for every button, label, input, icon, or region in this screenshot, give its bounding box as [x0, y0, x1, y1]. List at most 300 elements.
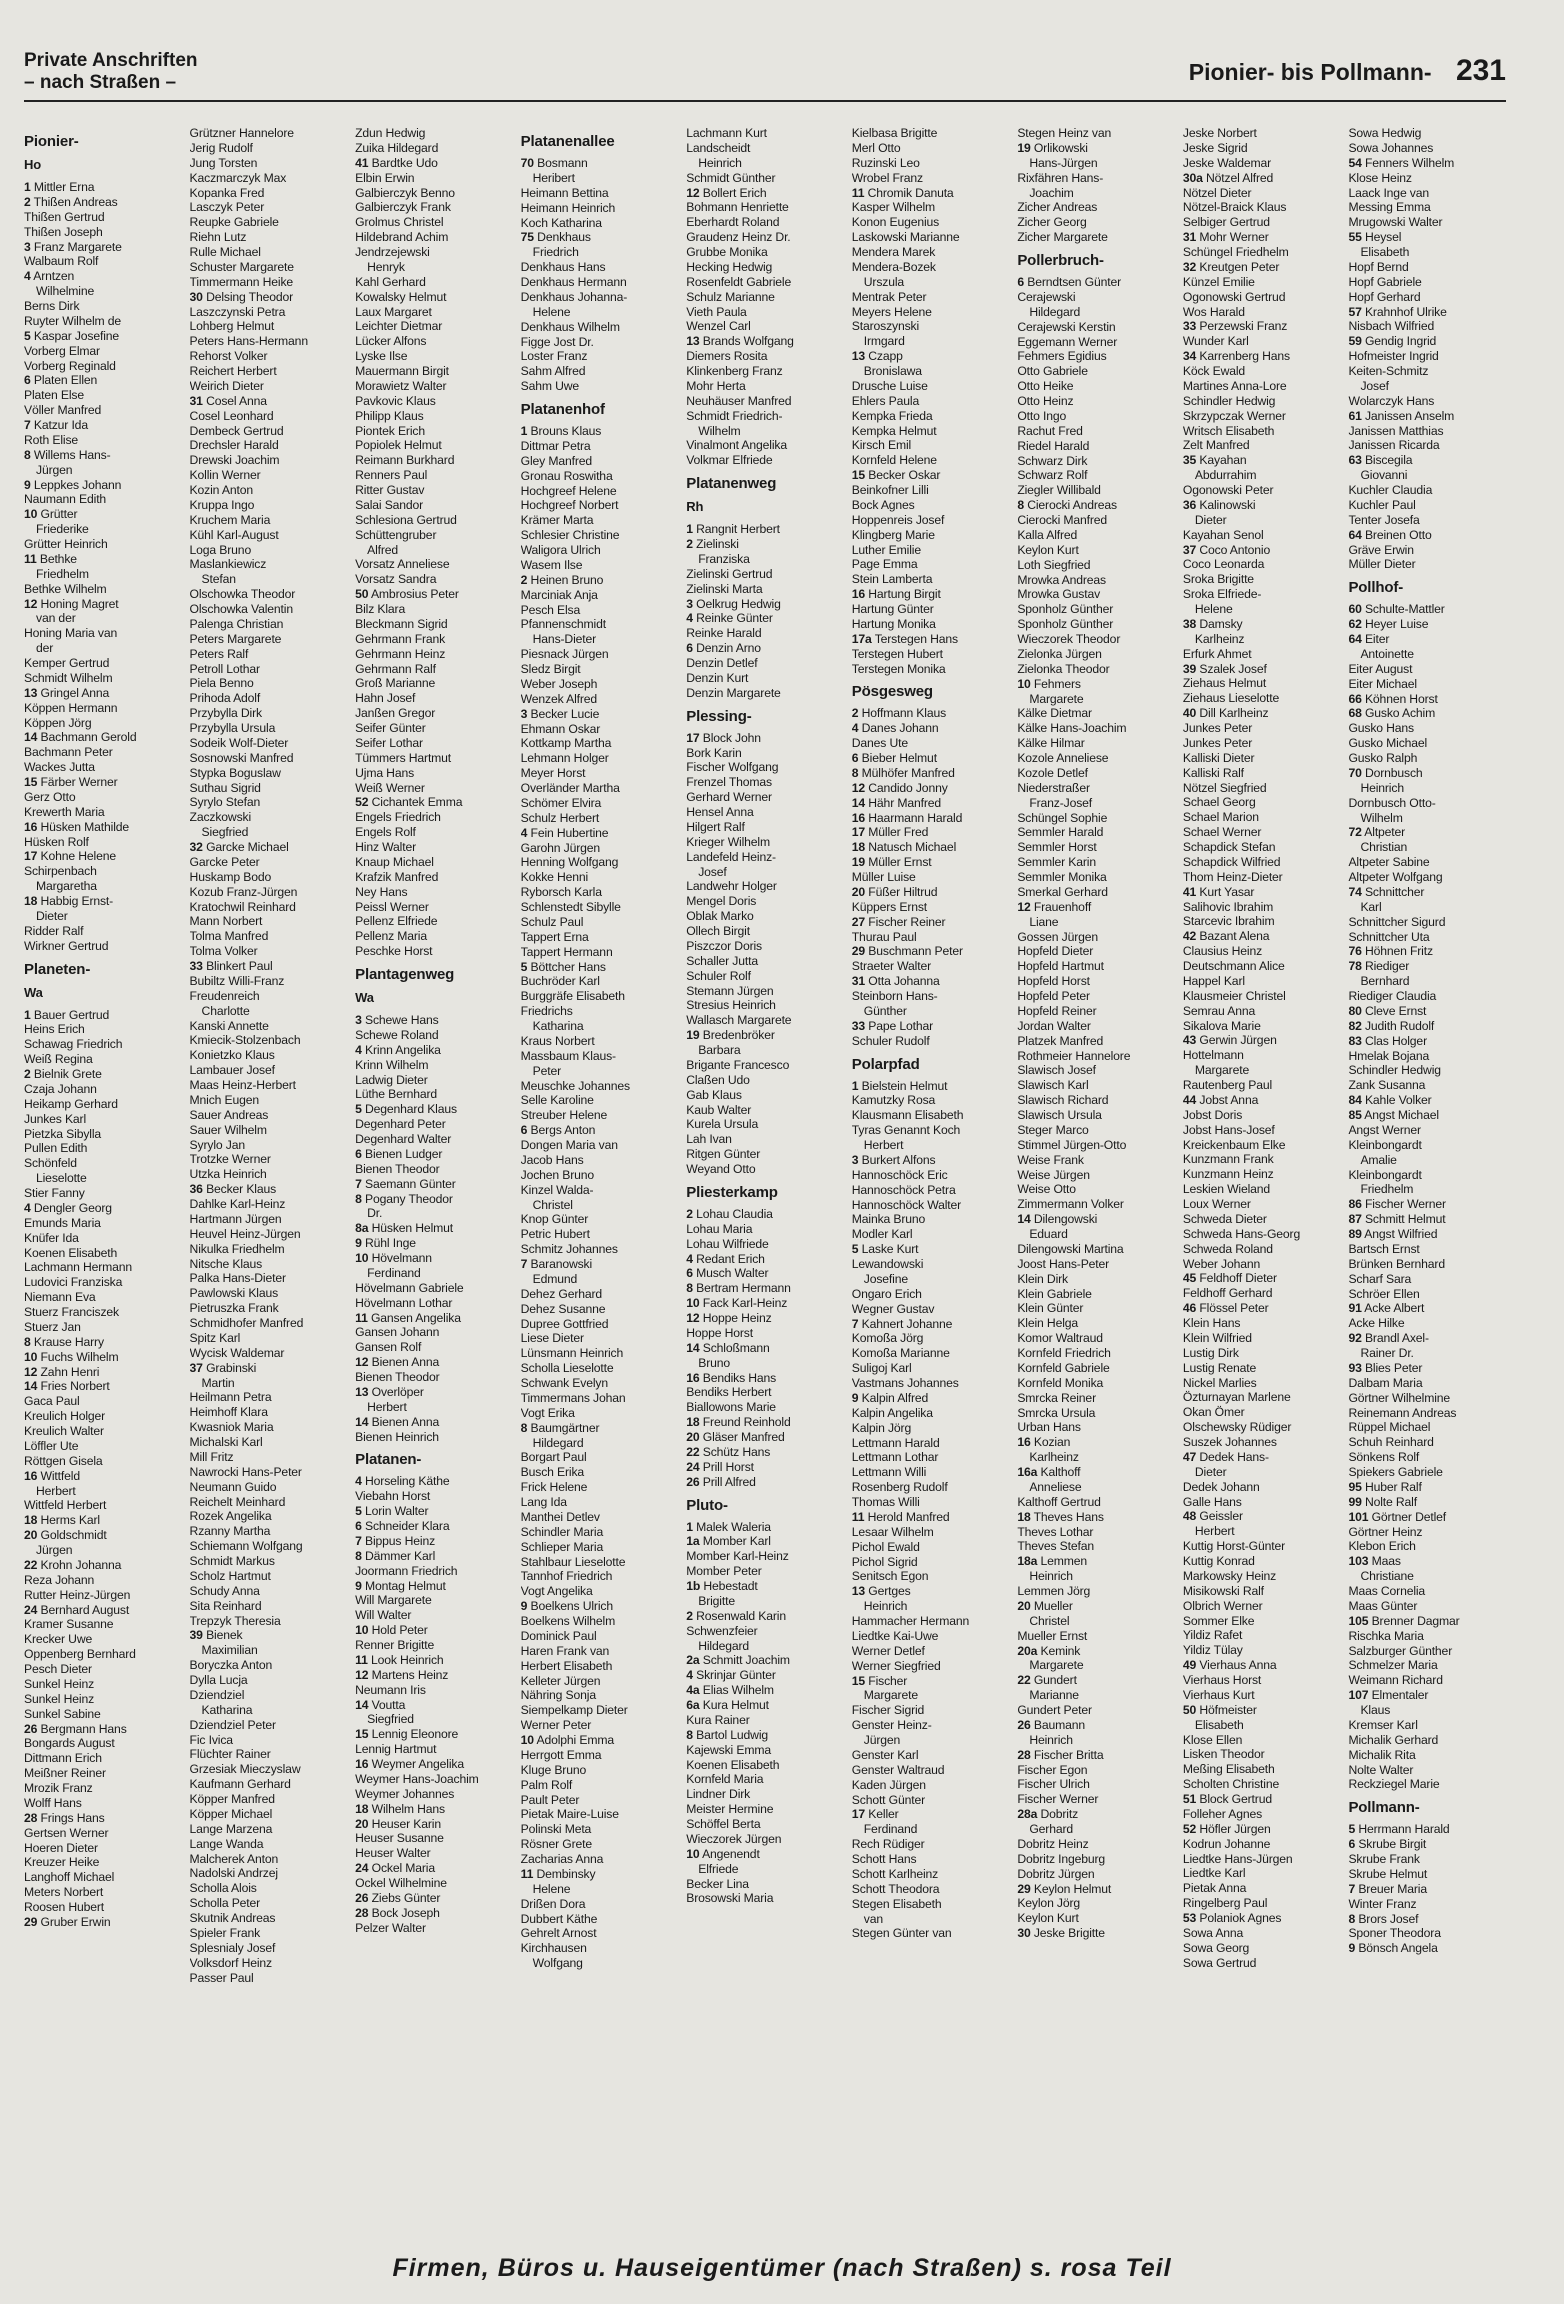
resident-name: Hartung Birgit: [868, 587, 941, 602]
entry-continuation: [521, 1064, 679, 1079]
resident-entry: [1348, 543, 1506, 558]
resident-name: Rech Rüdiger: [851, 1837, 925, 1852]
resident-entry: [852, 513, 1010, 528]
house-number: 37: [189, 1360, 203, 1375]
resident-entry: [686, 879, 844, 894]
house-number: 2: [686, 1206, 693, 1221]
resident-name: Kalinowski: [1199, 497, 1256, 512]
resident-name: Kratochwil Reinhard: [189, 899, 296, 914]
resident-entry: [190, 766, 348, 781]
resident-entry: [686, 1073, 844, 1088]
resident-entry: [190, 706, 348, 721]
resident-name: Trotzke Werner: [189, 1152, 271, 1167]
directory-columns: [24, 126, 1506, 2194]
resident-entry: [1348, 677, 1506, 692]
resident-name: Siegfried: [201, 825, 249, 840]
house-number: 14: [355, 1414, 369, 1429]
resident-entry: [1348, 1019, 1506, 1034]
resident-name: Elias Wilhelm: [702, 1683, 774, 1698]
resident-name: Slawisch Richard: [1017, 1093, 1109, 1108]
resident-entry: [1348, 230, 1506, 245]
resident-entry: [852, 900, 1010, 915]
resident-entry: [190, 1837, 348, 1852]
resident-name: Redant Erich: [696, 1251, 765, 1266]
resident-name: Garcke Peter: [189, 854, 260, 869]
resident-name: Gansen Angelika: [370, 1310, 461, 1325]
resident-name: Kaden Jürgen: [851, 1777, 926, 1792]
resident-entry: [686, 656, 844, 671]
resident-entry: [1183, 721, 1341, 736]
resident-entry: [24, 716, 182, 731]
resident-name: Eberhardt Roland: [686, 215, 780, 230]
resident-entry: [355, 766, 513, 781]
resident-entry: [1348, 1465, 1506, 1480]
resident-name: Margarete: [863, 1688, 918, 1703]
resident-name: Konietzko Klaus: [189, 1048, 275, 1063]
resident-entry: [190, 230, 348, 245]
house-number: 4: [24, 1200, 31, 1215]
resident-name: Liane: [1029, 914, 1059, 929]
resident-name: Breuer Maria: [1358, 1881, 1427, 1896]
resident-name: Laszczynski Petra: [189, 304, 286, 319]
resident-entry: [686, 671, 844, 686]
entry-continuation: [24, 1543, 182, 1558]
entry-continuation: [852, 1733, 1010, 1748]
resident-entry: [355, 171, 513, 186]
resident-entry: [1017, 1004, 1175, 1019]
resident-entry: [1348, 1197, 1506, 1212]
resident-name: Popiolek Helmut: [355, 438, 442, 453]
resident-entry: [686, 1624, 844, 1639]
resident-name: Schlieper Maria: [520, 1539, 604, 1554]
resident-entry: [355, 587, 513, 602]
resident-name: Rehorst Volker: [189, 349, 268, 364]
resident-name: Fischer Sigrid: [851, 1703, 925, 1718]
resident-name: Gläser Manfred: [702, 1430, 785, 1444]
house-number: 68: [1348, 706, 1362, 721]
resident-entry: [852, 156, 1010, 171]
resident-entry: [852, 424, 1010, 439]
resident-entry: [1017, 989, 1175, 1004]
resident-entry: [190, 1063, 348, 1078]
resident-name: Sponer Theodora: [1348, 1926, 1441, 1941]
resident-entry: [1183, 1673, 1341, 1688]
resident-name: Stegen Heinz van: [1017, 126, 1112, 140]
resident-entry: [686, 1222, 844, 1237]
resident-entry: [1183, 364, 1341, 379]
resident-name: Küppers Ernst: [851, 899, 928, 914]
resident-name: Nötzel Siegfried: [1182, 780, 1267, 795]
resident-name: Weymer Johannes: [355, 1786, 455, 1801]
entry-continuation: [521, 1436, 679, 1451]
resident-entry: [1348, 617, 1506, 632]
resident-name: Gossen Jürgen: [1017, 929, 1099, 944]
resident-entry: [1183, 1495, 1341, 1510]
house-number: 2: [520, 572, 528, 587]
resident-name: Fischer: [868, 1673, 908, 1688]
resident-name: Fischer Werner: [1017, 1792, 1099, 1807]
house-number: 16: [24, 819, 38, 834]
resident-entry: [521, 1852, 679, 1867]
resident-name: Sahm Alfred: [520, 364, 586, 379]
resident-entry: [24, 1796, 182, 1811]
resident-entry: [1017, 1346, 1175, 1361]
house-number: 6: [520, 1123, 528, 1138]
resident-entry: [1348, 200, 1506, 215]
resident-entry: [24, 1186, 182, 1201]
resident-name: Denzin Arno: [696, 641, 761, 656]
entry-continuation: [852, 275, 1010, 290]
resident-entry: [355, 424, 513, 439]
resident-name: Pawlowski Klaus: [189, 1286, 279, 1301]
resident-entry: [1017, 1108, 1175, 1123]
resident-name: Hochgreef Norbert: [520, 498, 619, 513]
resident-entry: [1348, 453, 1506, 468]
resident-name: Klose Heinz: [1348, 170, 1412, 185]
page-header: [24, 48, 1506, 102]
resident-name: Schmitt Joachim: [702, 1653, 790, 1668]
resident-entry: [190, 1628, 348, 1643]
resident-entry: [190, 1078, 348, 1093]
resident-name: Giovanni: [1360, 468, 1408, 483]
resident-name: Kajewski Emma: [686, 1742, 771, 1757]
resident-name: Schlenstedt Sibylle: [520, 900, 621, 914]
resident-name: Schindler Hedwig: [1348, 1063, 1441, 1078]
resident-name: Keller: [868, 1807, 899, 1822]
resident-entry: [24, 1707, 182, 1722]
resident-name: Malcherek Anton: [189, 1851, 279, 1866]
resident-name: Cosel Leonhard: [189, 408, 274, 423]
resident-name: Füßer Hiltrud: [868, 884, 938, 899]
resident-name: Krecker Uwe: [24, 1632, 93, 1647]
resident-name: Seifer Günter: [355, 721, 426, 735]
resident-entry: [1183, 825, 1341, 840]
resident-name: Starcevic Ibrahim: [1182, 914, 1275, 929]
resident-name: Röttgen Gisela: [24, 1453, 103, 1468]
resident-entry: [355, 632, 513, 647]
house-number: 99: [1348, 1494, 1362, 1509]
resident-name: Skutnik Andreas: [189, 1911, 276, 1925]
resident-entry: [355, 1534, 513, 1549]
resident-entry: [355, 1623, 513, 1638]
resident-name: Dobritz Jürgen: [1017, 1866, 1095, 1881]
resident-name: Massbaum Klaus-: [520, 1048, 616, 1063]
resident-entry: [1348, 855, 1506, 870]
entry-continuation: [1183, 1718, 1341, 1733]
resident-name: Petroll Lothar: [189, 661, 260, 676]
street-heading: Pollhof-: [1348, 579, 1404, 597]
resident-entry: [521, 230, 679, 245]
resident-name: Komoßa Jörg: [851, 1331, 924, 1346]
house-number: 6: [355, 1519, 362, 1533]
resident-name: Selle Karoline: [520, 1093, 594, 1108]
resident-entry: [686, 1668, 844, 1683]
house-number: 9: [1348, 1941, 1356, 1956]
resident-name: Bieber Helmut: [861, 751, 937, 765]
resident-name: Herrmann Harald: [1358, 1822, 1450, 1837]
resident-entry: [521, 796, 679, 811]
resident-name: Eiter August: [1348, 661, 1413, 676]
resident-entry: [686, 379, 844, 394]
resident-entry: [1017, 409, 1175, 424]
house-number: 7: [24, 418, 31, 432]
house-number: 4: [851, 721, 859, 736]
resident-entry: [355, 1787, 513, 1802]
resident-name: Rautenberg Paul: [1182, 1078, 1273, 1092]
resident-entry: [521, 1108, 679, 1123]
resident-name: Montag Helmut: [365, 1578, 446, 1593]
resident-name: Ryborsch Karla: [520, 885, 602, 900]
resident-entry: [1183, 349, 1341, 364]
resident-name: Zdun Hedwig: [355, 126, 426, 140]
resident-name: Heinen Bruno: [530, 572, 604, 587]
resident-name: Riediger Claudia: [1348, 989, 1437, 1003]
resident-entry: [1017, 1539, 1175, 1554]
resident-entry: [355, 1668, 513, 1683]
house-number: 1: [520, 424, 528, 438]
resident-entry: [190, 810, 348, 825]
resident-entry: [1183, 1420, 1341, 1435]
entry-continuation: [1017, 1822, 1175, 1837]
entry-continuation: [1017, 1569, 1175, 1584]
resident-name: Weymer Angelika: [371, 1757, 464, 1771]
resident-entry: [355, 290, 513, 305]
resident-name: Feldhoff Gerhard: [1182, 1286, 1273, 1301]
resident-entry: [1017, 573, 1175, 588]
resident-name: Nähring Sonja: [520, 1688, 596, 1703]
resident-entry: [852, 632, 1010, 647]
resident-entry: [686, 924, 844, 939]
resident-name: Steger Marco: [1017, 1122, 1089, 1137]
resident-name: Höhnen Fritz: [1364, 944, 1433, 959]
resident-name: Bienek: [206, 1628, 243, 1643]
resident-entry: [24, 775, 182, 790]
resident-name: Keylon Helmut: [1033, 1881, 1112, 1896]
resident-name: Oelkrug Hedwig: [696, 596, 781, 611]
resident-name: Senitsch Egon: [851, 1569, 929, 1584]
resident-name: Riediger: [1364, 959, 1410, 974]
resident-entry: [1183, 974, 1341, 989]
house-number: 103: [1348, 1554, 1369, 1569]
house-number: 101: [1348, 1509, 1369, 1524]
resident-entry: [686, 290, 844, 305]
resident-entry: [355, 1519, 513, 1534]
resident-entry: [190, 1762, 348, 1777]
resident-name: Hoppe Horst: [686, 1325, 753, 1340]
resident-entry: [190, 1792, 348, 1807]
resident-name: Look Heinrich: [370, 1652, 444, 1667]
resident-entry: [1183, 1837, 1341, 1852]
resident-name: Bertram Hermann: [696, 1281, 791, 1296]
resident-entry: [852, 1406, 1010, 1421]
resident-name: Köpper Manfred: [189, 1792, 275, 1806]
resident-entry: [852, 1644, 1010, 1659]
resident-name: Hövelmann Gabriele: [355, 1280, 464, 1295]
resident-entry: [1183, 1881, 1341, 1896]
resident-name: Wittfeld: [40, 1468, 80, 1483]
resident-entry: [521, 826, 679, 841]
resident-name: Junkes Peter: [1182, 735, 1253, 750]
resident-entry: [686, 453, 844, 468]
resident-entry: [686, 1891, 844, 1906]
resident-name: Weirich Dieter: [189, 378, 264, 393]
resident-entry: [521, 320, 679, 335]
resident-entry: [686, 686, 844, 701]
resident-name: Danes Johann: [861, 721, 939, 736]
resident-entry: [1017, 1063, 1175, 1078]
entry-continuation: [686, 156, 844, 171]
resident-name: Brosowski Maria: [686, 1891, 774, 1906]
resident-name: Rozek Angelika: [189, 1509, 272, 1524]
resident-entry: [1017, 870, 1175, 885]
resident-entry: [1017, 1138, 1175, 1153]
resident-name: Keylon Kurt: [1017, 542, 1079, 557]
resident-entry: [1348, 557, 1506, 572]
resident-name: Schewe Roland: [355, 1027, 439, 1042]
resident-name: Franziska: [698, 551, 750, 566]
house-number: 1: [686, 522, 693, 537]
resident-entry: [1017, 1584, 1175, 1599]
resident-name: Friedrich: [532, 245, 579, 260]
resident-entry: [686, 998, 844, 1013]
resident-name: Kokke Henni: [520, 870, 589, 885]
house-number: 93: [1348, 1360, 1362, 1375]
resident-name: Kornfeld Gabriele: [1017, 1360, 1110, 1375]
resident-name: Mrugowski Walter: [1348, 215, 1443, 230]
resident-entry: [1183, 1941, 1341, 1956]
resident-entry: [852, 1510, 1010, 1525]
resident-entry: [190, 1286, 348, 1301]
resident-entry: [24, 626, 182, 641]
resident-name: Adolphi Emma: [536, 1733, 614, 1747]
resident-name: Meyers Helene: [851, 304, 932, 319]
resident-name: Dobritz Ingeburg: [1017, 1851, 1106, 1866]
resident-entry: [24, 1379, 182, 1394]
house-number: 9: [355, 1236, 362, 1251]
resident-name: Olschowka Valentin: [189, 602, 293, 616]
resident-entry: [355, 1355, 513, 1370]
house-number: 8: [24, 1334, 31, 1349]
resident-entry: [852, 215, 1010, 230]
house-number: 6: [1348, 1837, 1356, 1852]
resident-name: Leppkes Johann: [33, 477, 122, 492]
resident-name: Ehmann Oskar: [520, 721, 601, 736]
resident-name: Kruchem Maria: [189, 512, 271, 527]
resident-entry: [1183, 989, 1341, 1004]
resident-entry: [686, 1534, 844, 1549]
resident-entry: [190, 1033, 348, 1048]
resident-name: Kornfeld Helene: [851, 453, 937, 468]
house-number: 66: [1348, 691, 1362, 706]
resident-entry: [686, 1237, 844, 1252]
resident-name: Grütter Heinrich: [24, 537, 108, 551]
resident-name: Happel Karl: [1182, 973, 1245, 988]
resident-entry: [190, 1167, 348, 1182]
resident-name: Claßen Udo: [686, 1072, 750, 1087]
resident-entry: [1348, 1554, 1506, 1569]
resident-entry: [1017, 1896, 1175, 1911]
resident-name: Michalski Karl: [189, 1435, 263, 1449]
resident-name: Becker Klaus: [206, 1182, 277, 1197]
resident-name: Wolff Hans: [24, 1795, 82, 1810]
resident-entry: [355, 1311, 513, 1326]
resident-name: Kälke Hans-Joachim: [1017, 721, 1127, 736]
resident-name: Hannoschöck Petra: [851, 1182, 956, 1197]
resident-entry: [521, 1317, 679, 1332]
resident-name: Thomas Willi: [851, 1495, 920, 1509]
resident-entry: [190, 1777, 348, 1792]
resident-entry: [686, 1445, 844, 1460]
resident-entry: [686, 1252, 844, 1267]
resident-name: Drechsler Harald: [189, 438, 279, 453]
resident-entry: [1017, 1867, 1175, 1882]
resident-name: Stemann Jürgen: [686, 983, 774, 998]
resident-name: Rothmeier Hannelore: [1017, 1048, 1131, 1063]
house-number: 18: [355, 1801, 369, 1816]
resident-entry: [24, 448, 182, 463]
resident-entry: [521, 1376, 679, 1391]
resident-name: Elisabeth: [1194, 1717, 1244, 1732]
resident-name: Hildegard: [532, 1435, 584, 1450]
resident-entry: [1348, 1108, 1506, 1123]
resident-name: Rutter Heinz-Jürgen: [24, 1587, 131, 1602]
resident-name: Goldschmidt: [40, 1528, 107, 1543]
resident-name: Heuser Karin: [371, 1816, 441, 1831]
resident-entry: [355, 1831, 513, 1846]
house-number: 44: [1182, 1092, 1197, 1107]
resident-entry: [686, 1847, 844, 1862]
resident-name: Nötzel-Braick Klaus: [1182, 200, 1287, 215]
resident-entry: [1348, 1435, 1506, 1450]
resident-entry: [355, 1653, 513, 1668]
resident-entry: [24, 1647, 182, 1662]
resident-entry: [686, 1772, 844, 1787]
resident-name: Kielbasa Brigitte: [851, 126, 938, 140]
resident-entry: [1183, 394, 1341, 409]
resident-name: Natusch Michael: [868, 840, 957, 855]
resident-name: Czaja Johann: [24, 1081, 97, 1096]
resident-entry: [24, 1439, 182, 1454]
resident-entry: [521, 335, 679, 350]
resident-name: Landwehr Holger: [686, 879, 777, 894]
resident-name: Wallasch Margarete: [686, 1013, 792, 1028]
resident-name: Bohmann Henriette: [686, 200, 789, 215]
resident-name: Stegen Elisabeth: [851, 1896, 942, 1911]
resident-name: Dalbam Maria: [1348, 1375, 1423, 1390]
resident-entry: [190, 1361, 348, 1376]
resident-entry: [1348, 1495, 1506, 1510]
resident-name: Görtner Wilhelmine: [1348, 1390, 1451, 1405]
resident-entry: [355, 1742, 513, 1757]
resident-entry: [521, 1391, 679, 1406]
resident-name: Hildegard: [698, 1638, 750, 1653]
house-number: 5: [355, 1102, 362, 1117]
resident-name: Eiter: [1364, 632, 1390, 646]
resident-name: Semmler Monika: [1017, 870, 1107, 884]
resident-entry: [686, 1609, 844, 1624]
resident-name: Schröer Ellen: [1348, 1286, 1420, 1301]
resident-name: Hopfeld Peter: [1017, 989, 1090, 1003]
resident-name: Pichol Ewald: [851, 1539, 920, 1554]
resident-name: Dengler Georg: [33, 1200, 112, 1215]
resident-name: Köppen Hermann: [24, 700, 118, 715]
house-number: 11: [355, 1310, 368, 1325]
resident-name: Page Emma: [851, 557, 918, 572]
resident-name: Hahn Josef: [355, 691, 416, 706]
resident-name: Dehez Gerhard: [520, 1286, 603, 1301]
resident-entry: [852, 930, 1010, 945]
resident-name: Pape Lothar: [868, 1018, 934, 1033]
